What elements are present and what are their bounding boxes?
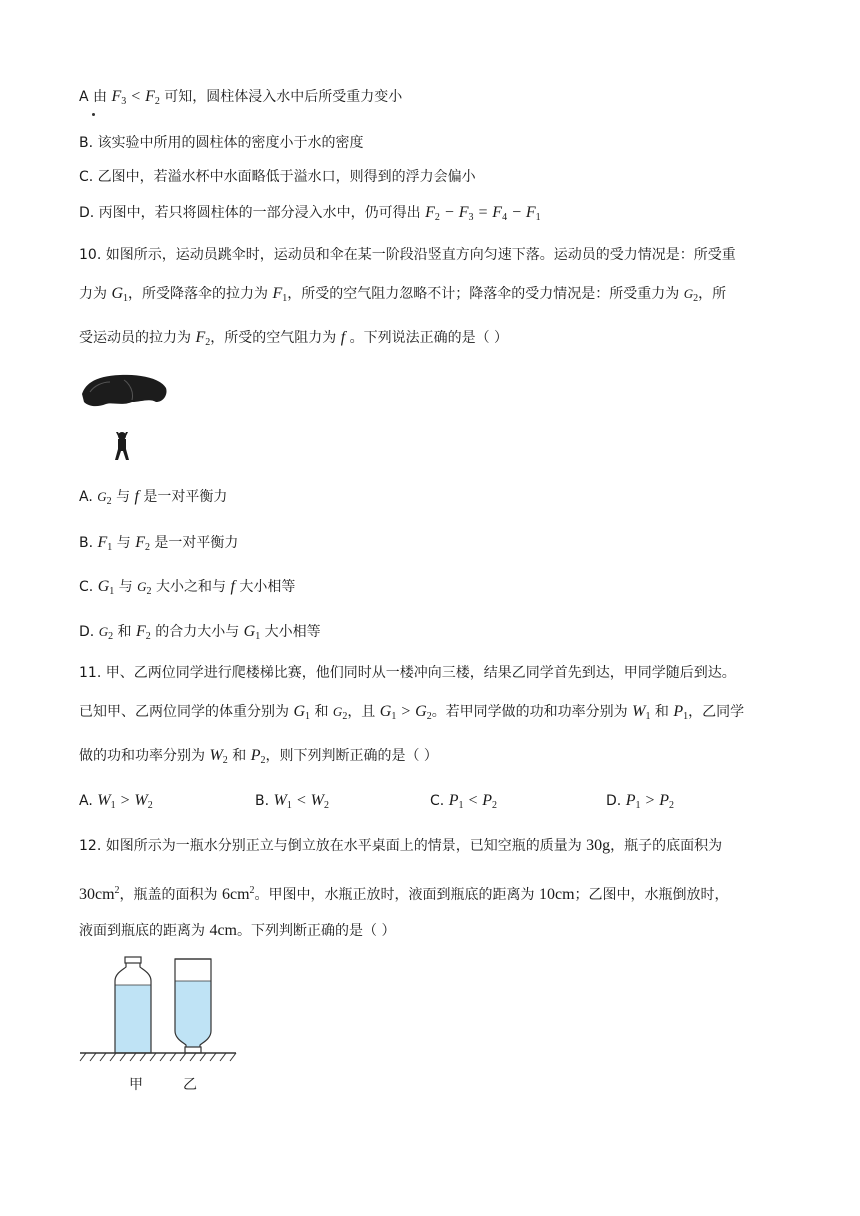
q9-option-a: A 由 $F_3 < F_2$ 可知，圆柱体浸入水中后所受重力变小: [79, 88, 403, 107]
eq-f3-lt-f2: $F_3 < F_2$: [111, 88, 160, 107]
q11-option-b: B. $W_1 < W_2$: [255, 792, 329, 811]
eq-buoyancy: $F_2 - F_3 = F_4 - F_1$: [425, 204, 541, 223]
q9-option-d: D. 丙图中，若只将圆柱体的一部分浸入水中，仍可得出 $F_2 - F_3 = F_4 - F_1$: [79, 204, 541, 223]
q12-line-1: 12. 如图所示为一瓶水分别正立与倒立放在水平桌面上的情景，已知空瓶的质量为 30g，瓶子的底面积为: [79, 837, 723, 854]
q9-option-b: B. 该实验中所用的圆柱体的密度小于水的密度: [79, 135, 364, 151]
parachute-figure: [80, 372, 170, 464]
q10-option-b: B. $F_1$ 与 $F_2$ 是一对平衡力: [79, 534, 239, 553]
label-jia: 甲: [129, 1077, 143, 1093]
q10-line-1: 10. 如图所示，运动员跳伞时，运动员和伞在某一阶段沿竖直方向匀速下落。运动员的受力情况是：所受重: [79, 247, 736, 263]
parachutist: [115, 432, 129, 460]
bottle-figure: [78, 955, 238, 1067]
q11-line-2: 已知甲、乙两位同学的体重分别为 $G_1$ 和 $G_2$，且 $G_1 > G_2$。若甲同学做的功和功率分别为 $W_1$ 和 $P_1$，乙同学: [79, 703, 745, 722]
q11-option-d: D. $P_1 > P_2$: [606, 792, 675, 811]
q10-option-a: A. $G_2$ 与 f 是一对平衡力: [79, 488, 228, 507]
parachute-canopy: [82, 375, 167, 406]
q12-line-3: 液面到瓶底的距离为 4cm。下列判断正确的是（ ）: [79, 922, 396, 939]
q10-line-3: 受运动员的拉力为 $F_2$，所受的空气阻力为 f 。下列说法正确的是（ ）: [79, 329, 509, 348]
dot-mark: [92, 113, 95, 116]
q9-option-c: C. 乙图中，若溢水杯中水面略低于溢水口，则得到的浮力会偏小: [79, 169, 476, 185]
label-yi: 乙: [183, 1077, 197, 1093]
q10-line-2: 力为 $G_1$，所受降落伞的拉力为 $F_1$，所受的空气阻力忽略不计；降落伞的受力情况是：所受重力为 $G_2$，所: [79, 285, 727, 304]
q11-line-1: 11. 甲、乙两位同学进行爬楼梯比赛，他们同时从一楼冲向三楼，结果乙同学首先到达，甲同学随后到达。: [79, 665, 736, 681]
upright-bottle: [115, 957, 151, 1053]
table-surface: [80, 1053, 236, 1061]
q11-line-3: 做的功和功率分别为 $W_2$ 和 $P_2$，则下列判断正确的是（ ）: [79, 747, 438, 766]
q12-line-2: $30cm^2$，瓶盖的面积为 $6cm^2$。甲图中，水瓶正放时，液面到瓶底的距离为 10cm；乙图中，水瓶倒放时，: [79, 885, 729, 903]
q11-option-c: C. $P_1 < P_2$: [430, 792, 498, 811]
inverted-bottle: [175, 959, 211, 1053]
q10-option-c: C. $G_1$ 与 $G_2$ 大小之和与 f 大小相等: [79, 578, 296, 597]
q11-option-a: A. $W_1 > W_2$: [79, 792, 153, 811]
q10-option-d: D. $G_2$ 和 $F_2$ 的合力大小与 $G_1$ 大小相等: [79, 623, 321, 642]
